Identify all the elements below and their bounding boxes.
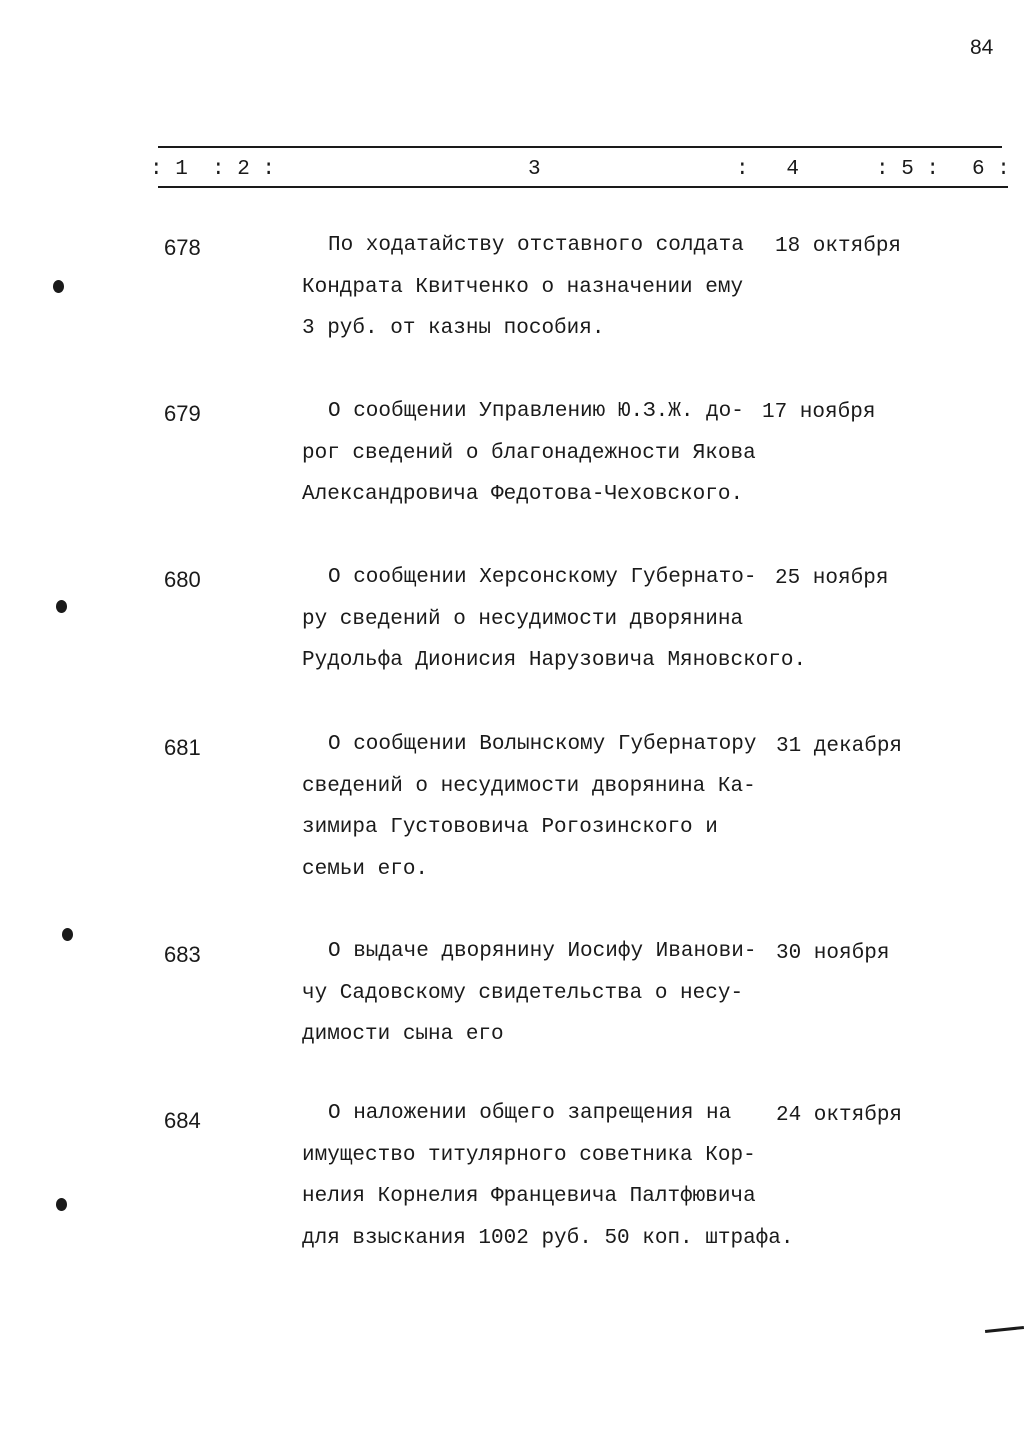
entry-text-line: О выдаче дворянину Иосифу Иванови- — [328, 940, 757, 963]
entry-date: 30 ноября — [776, 942, 890, 965]
entry-text-line: зимира Густововича Рогозинского и — [302, 816, 718, 839]
header-col-4: : 4 — [736, 158, 800, 181]
entry-text-line: 3 руб. от казны пособия. — [302, 317, 605, 340]
entry-text-line: рог сведений о благонадежности Якова — [302, 441, 756, 465]
entry-number: 679 — [164, 401, 201, 426]
table-header-rule-bottom — [158, 186, 1008, 188]
entry-text — [302, 557, 807, 682]
entry-text-line: сведений о несудимости дворянина Ка- — [302, 774, 756, 798]
punch-hole-mark — [56, 600, 67, 613]
entry-date: 17 ноября — [762, 401, 876, 424]
entry-date: 24 октября — [776, 1104, 903, 1127]
entry-text — [302, 225, 772, 350]
entry-text-line: ру сведений о несудимости дворянина — [302, 607, 744, 631]
entry-text-line: имущество титулярного советника Кор- — [302, 1143, 756, 1167]
entry-text-line: для взыскания 1002 руб. 50 коп. штрафа. — [302, 1226, 794, 1250]
entry-text-line: димости сына его — [302, 1023, 504, 1046]
entry-number: 678 — [164, 235, 201, 260]
header-col-3: 3 — [528, 158, 541, 181]
entry-date: 31 декабря — [776, 735, 903, 758]
entry-text-line: семьи его. — [302, 857, 429, 881]
entry-text — [302, 1093, 794, 1259]
entry-text-line: О сообщении Управлению Ю.З.Ж. до- — [328, 400, 744, 423]
punch-hole-mark — [53, 280, 64, 293]
page-number: 84 — [970, 36, 994, 59]
punch-hole-mark — [62, 928, 73, 941]
entry-number: 684 — [164, 1108, 201, 1133]
entry-date: 18 октября — [775, 235, 902, 258]
entry-number: 683 — [164, 942, 201, 967]
edge-scan-mark — [985, 1326, 1024, 1333]
entry-text — [302, 931, 772, 1056]
entry-number: 680 — [164, 567, 201, 592]
entry-text-line: О сообщении Херсонскому Губернато- — [328, 566, 757, 589]
entry-text — [302, 724, 772, 890]
entry-text-line: нелия Корнелия Францевича Палтфювича — [302, 1185, 756, 1208]
entry-text-line: Кондрата Квитченко о назначении ему — [302, 275, 744, 299]
entry-text-line: О сообщении Волынскому Губернатору — [328, 733, 757, 756]
table-header-rule-top — [158, 146, 1002, 148]
header-col-5: : 5 : — [876, 158, 940, 181]
entry-text-line: Александровича Федотова-Чеховского. — [302, 483, 744, 506]
entry-text — [302, 391, 772, 516]
entry-date: 25 ноября — [775, 567, 889, 590]
entry-text-line: Рудольфа Дионисия Нарузовича Мяновского. — [302, 649, 807, 672]
entry-number: 681 — [164, 735, 201, 760]
entry-text-line: О наложении общего запрещения на — [328, 1102, 732, 1125]
punch-hole-mark — [56, 1198, 67, 1211]
header-col-2: : 2 : — [212, 158, 276, 181]
header-col-6: 6 : — [972, 158, 1010, 181]
header-col-1: : 1 — [150, 158, 201, 181]
entry-text-line: По ходатайству отставного солдата — [328, 234, 744, 257]
entry-text-line: чу Садовскому свидетельства о несу- — [302, 981, 744, 1005]
